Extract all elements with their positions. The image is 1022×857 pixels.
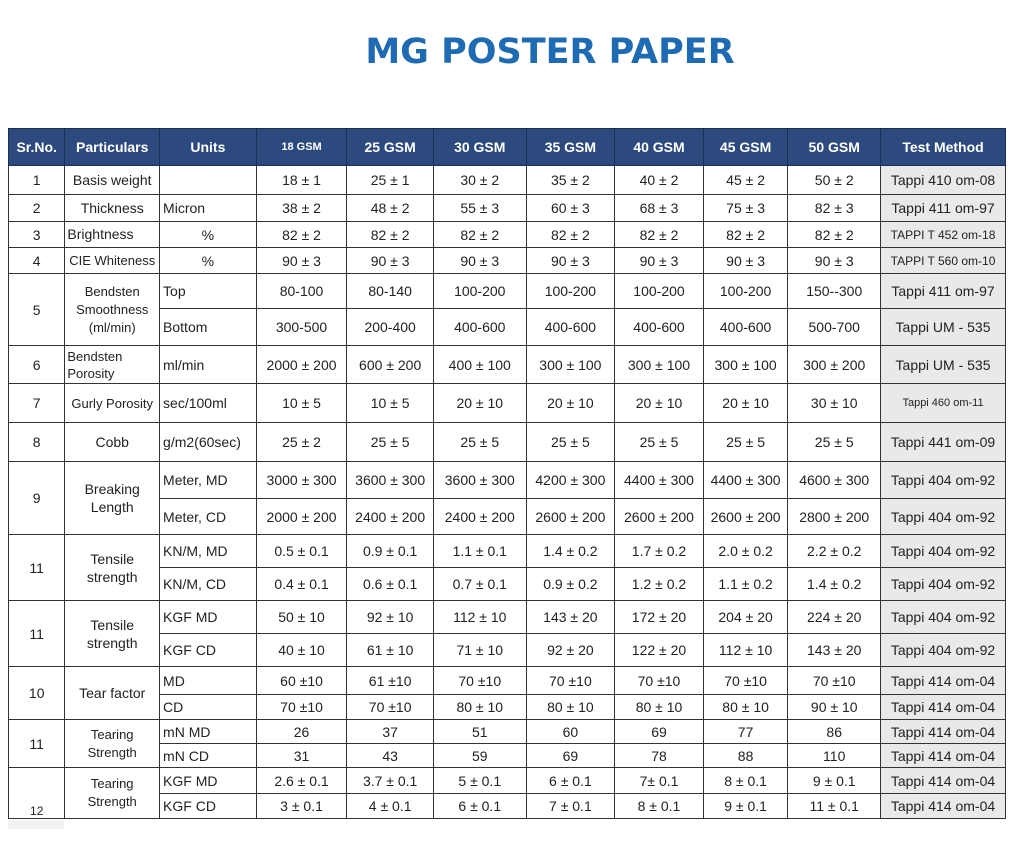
unit: Bottom xyxy=(160,309,257,346)
sr-no: 1 xyxy=(9,166,65,195)
unit: Meter, CD xyxy=(160,499,257,535)
particular: Thickness xyxy=(65,195,160,222)
value-25gsm: 4 ± 0.1 xyxy=(347,794,434,819)
table-row xyxy=(9,274,1006,309)
value-25gsm: 70 ±10 xyxy=(347,695,434,720)
header-30-gsm: 30 GSM xyxy=(433,129,526,166)
test-method: Tappi 404 om-92 xyxy=(881,568,1006,601)
particular: Tear factor xyxy=(65,667,160,720)
table-body xyxy=(9,166,1006,819)
value-35gsm: 60 ± 3 xyxy=(526,195,615,222)
value-45gsm: 8 ± 0.1 xyxy=(703,768,788,794)
sr-no: 3 xyxy=(9,222,65,248)
sr-no: 12 xyxy=(9,768,65,819)
value-50gsm: 90 ± 10 xyxy=(788,695,881,720)
value-45gsm: 70 ±10 xyxy=(703,667,788,695)
value-25gsm: 0.9 ± 0.1 xyxy=(347,535,434,568)
unit: CD xyxy=(160,695,257,720)
test-method: Tappi 414 om-04 xyxy=(881,695,1006,720)
value-25gsm: 0.6 ± 0.1 xyxy=(347,568,434,601)
value-40gsm: 122 ± 20 xyxy=(615,634,704,667)
value-25gsm: 25 ± 5 xyxy=(347,423,434,462)
value-25gsm: 48 ± 2 xyxy=(347,195,434,222)
value-50gsm: 224 ± 20 xyxy=(788,601,881,634)
value-25gsm: 3.7 ± 0.1 xyxy=(347,768,434,794)
value-30gsm: 80 ± 10 xyxy=(433,695,526,720)
value-30gsm: 0.7 ± 0.1 xyxy=(433,568,526,601)
value-25gsm: 61 ± 10 xyxy=(347,634,434,667)
value-30gsm: 100-200 xyxy=(433,274,526,309)
value-50gsm: 82 ± 2 xyxy=(788,222,881,248)
value-35gsm: 1.4 ± 0.2 xyxy=(526,535,615,568)
unit: KN/M, CD xyxy=(160,568,257,601)
value-35gsm: 7 ± 0.1 xyxy=(526,794,615,819)
table-row xyxy=(9,248,1006,274)
header-50-gsm: 50 GSM xyxy=(788,129,881,166)
value-18gsm: 3000 ± 300 xyxy=(256,462,347,499)
value-25gsm: 3600 ± 300 xyxy=(347,462,434,499)
value-45gsm: 75 ± 3 xyxy=(703,195,788,222)
unit: sec/100ml xyxy=(160,384,257,423)
table-row xyxy=(9,768,1006,794)
value-45gsm: 90 ± 3 xyxy=(703,248,788,274)
unit: mN MD xyxy=(160,720,257,744)
value-50gsm: 143 ± 20 xyxy=(788,634,881,667)
value-18gsm: 70 ±10 xyxy=(256,695,347,720)
value-45gsm: 400-600 xyxy=(703,309,788,346)
unit: Meter, MD xyxy=(160,462,257,499)
test-method: TAPPI T 560 om-10 xyxy=(881,248,1006,274)
sr-no: 11 xyxy=(9,601,65,667)
unit: KGF CD xyxy=(160,794,257,819)
unit: Top xyxy=(160,274,257,309)
value-25gsm: 43 xyxy=(347,744,434,768)
test-method: Tappi 460 om-11 xyxy=(881,384,1006,423)
table-row xyxy=(9,535,1006,568)
header-particulars: Particulars xyxy=(65,129,160,166)
particular: Bendsten Smoothness (ml/min) xyxy=(65,274,160,346)
sr-no: 11 xyxy=(9,720,65,768)
value-30gsm: 400-600 xyxy=(433,309,526,346)
value-18gsm: 50 ± 10 xyxy=(256,601,347,634)
value-30gsm: 2400 ± 200 xyxy=(433,499,526,535)
value-45gsm: 100-200 xyxy=(703,274,788,309)
value-50gsm: 86 xyxy=(788,720,881,744)
value-35gsm: 92 ± 20 xyxy=(526,634,615,667)
unit: Micron xyxy=(160,195,257,222)
value-45gsm: 25 ± 5 xyxy=(703,423,788,462)
sr-no: 7 xyxy=(9,384,65,423)
table-row xyxy=(9,166,1006,195)
value-35gsm: 70 ±10 xyxy=(526,667,615,695)
header-35-gsm: 35 GSM xyxy=(526,129,615,166)
value-18gsm: 31 xyxy=(256,744,347,768)
value-45gsm: 1.1 ± 0.2 xyxy=(703,568,788,601)
value-50gsm: 2.2 ± 0.2 xyxy=(788,535,881,568)
value-35gsm: 69 xyxy=(526,744,615,768)
value-25gsm: 10 ± 5 xyxy=(347,384,434,423)
value-18gsm: 40 ± 10 xyxy=(256,634,347,667)
unit: mN CD xyxy=(160,744,257,768)
value-50gsm: 2800 ± 200 xyxy=(788,499,881,535)
value-40gsm: 1.7 ± 0.2 xyxy=(615,535,704,568)
header-25-gsm: 25 GSM xyxy=(347,129,434,166)
unit: g/m2(60sec) xyxy=(160,423,257,462)
test-method: Tappi 414 om-04 xyxy=(881,794,1006,819)
unit: KGF CD xyxy=(160,634,257,667)
value-40gsm: 100-200 xyxy=(615,274,704,309)
particular: Bendsten Porosity xyxy=(65,346,160,384)
test-method: Tappi 404 om-92 xyxy=(881,601,1006,634)
value-25gsm: 37 xyxy=(347,720,434,744)
value-18gsm: 60 ±10 xyxy=(256,667,347,695)
header-45-gsm: 45 GSM xyxy=(703,129,788,166)
value-30gsm: 71 ± 10 xyxy=(433,634,526,667)
test-method: Tappi 414 om-04 xyxy=(881,720,1006,744)
value-25gsm: 61 ±10 xyxy=(347,667,434,695)
value-40gsm: 8 ± 0.1 xyxy=(615,794,704,819)
unit: KGF MD xyxy=(160,768,257,794)
particular: Cobb xyxy=(65,423,160,462)
value-30gsm: 70 ±10 xyxy=(433,667,526,695)
value-18gsm: 10 ± 5 xyxy=(256,384,347,423)
value-30gsm: 112 ± 10 xyxy=(433,601,526,634)
unit: % xyxy=(160,248,257,274)
value-50gsm: 30 ± 10 xyxy=(788,384,881,423)
value-35gsm: 90 ± 3 xyxy=(526,248,615,274)
value-30gsm: 400 ± 100 xyxy=(433,346,526,384)
value-18gsm: 300-500 xyxy=(256,309,347,346)
table-row xyxy=(9,423,1006,462)
test-method: Tappi 411 om-97 xyxy=(881,274,1006,309)
value-50gsm: 110 xyxy=(788,744,881,768)
value-30gsm: 1.1 ± 0.1 xyxy=(433,535,526,568)
value-35gsm: 100-200 xyxy=(526,274,615,309)
value-50gsm: 150--300 xyxy=(788,274,881,309)
value-35gsm: 80 ± 10 xyxy=(526,695,615,720)
value-18gsm: 82 ± 2 xyxy=(256,222,347,248)
value-25gsm: 600 ± 200 xyxy=(347,346,434,384)
value-45gsm: 20 ± 10 xyxy=(703,384,788,423)
particular: CIE Whiteness xyxy=(65,248,160,274)
value-18gsm: 90 ± 3 xyxy=(256,248,347,274)
value-45gsm: 88 xyxy=(703,744,788,768)
table-row xyxy=(9,222,1006,248)
unit: KN/M, MD xyxy=(160,535,257,568)
value-30gsm: 6 ± 0.1 xyxy=(433,794,526,819)
test-method: Tappi 441 om-09 xyxy=(881,423,1006,462)
value-25gsm: 2400 ± 200 xyxy=(347,499,434,535)
unit: KGF MD xyxy=(160,601,257,634)
test-method: Tappi 414 om-04 xyxy=(881,744,1006,768)
unit: % xyxy=(160,222,257,248)
value-30gsm: 51 xyxy=(433,720,526,744)
value-25gsm: 92 ± 10 xyxy=(347,601,434,634)
value-40gsm: 68 ± 3 xyxy=(615,195,704,222)
value-40gsm: 25 ± 5 xyxy=(615,423,704,462)
value-50gsm: 300 ± 200 xyxy=(788,346,881,384)
value-30gsm: 20 ± 10 xyxy=(433,384,526,423)
value-30gsm: 90 ± 3 xyxy=(433,248,526,274)
value-40gsm: 300 ± 100 xyxy=(615,346,704,384)
test-method: Tappi UM - 535 xyxy=(881,346,1006,384)
header-units: Units xyxy=(160,129,257,166)
sr-no: 8 xyxy=(9,423,65,462)
test-method: Tappi UM - 535 xyxy=(881,309,1006,346)
value-30gsm: 82 ± 2 xyxy=(433,222,526,248)
value-50gsm: 1.4 ± 0.2 xyxy=(788,568,881,601)
value-18gsm: 80-100 xyxy=(256,274,347,309)
spec-table xyxy=(8,128,1006,819)
value-40gsm: 400-600 xyxy=(615,309,704,346)
value-25gsm: 80-140 xyxy=(347,274,434,309)
value-40gsm: 2600 ± 200 xyxy=(615,499,704,535)
particular: Brightness xyxy=(65,222,160,248)
value-25gsm: 82 ± 2 xyxy=(347,222,434,248)
value-45gsm: 80 ± 10 xyxy=(703,695,788,720)
value-30gsm: 55 ± 3 xyxy=(433,195,526,222)
test-method: Tappi 404 om-92 xyxy=(881,535,1006,568)
value-45gsm: 112 ± 10 xyxy=(703,634,788,667)
value-40gsm: 4400 ± 300 xyxy=(615,462,704,499)
sr-no: 4 xyxy=(9,248,65,274)
particular: Tearing Strength xyxy=(65,768,160,819)
particular: Tensile strength xyxy=(65,535,160,601)
value-35gsm: 25 ± 5 xyxy=(526,423,615,462)
value-50gsm: 4600 ± 300 xyxy=(788,462,881,499)
table-row xyxy=(9,346,1006,384)
header-sr-no: Sr.No. xyxy=(9,129,65,166)
value-35gsm: 400-600 xyxy=(526,309,615,346)
test-method: Tappi 410 om-08 xyxy=(881,166,1006,195)
test-method: TAPPI T 452 om-18 xyxy=(881,222,1006,248)
value-40gsm: 7± 0.1 xyxy=(615,768,704,794)
value-35gsm: 82 ± 2 xyxy=(526,222,615,248)
sr-no: 11 xyxy=(9,535,65,601)
value-25gsm: 25 ± 1 xyxy=(347,166,434,195)
value-50gsm: 90 ± 3 xyxy=(788,248,881,274)
header-test-method: Test Method xyxy=(881,129,1006,166)
test-method: Tappi 404 om-92 xyxy=(881,499,1006,535)
value-30gsm: 30 ± 2 xyxy=(433,166,526,195)
value-35gsm: 143 ± 20 xyxy=(526,601,615,634)
value-40gsm: 90 ± 3 xyxy=(615,248,704,274)
particular: Basis weight xyxy=(65,166,160,195)
value-40gsm: 20 ± 10 xyxy=(615,384,704,423)
value-35gsm: 20 ± 10 xyxy=(526,384,615,423)
value-30gsm: 25 ± 5 xyxy=(433,423,526,462)
value-35gsm: 60 xyxy=(526,720,615,744)
value-40gsm: 80 ± 10 xyxy=(615,695,704,720)
particular: Gurly Porosity xyxy=(65,384,160,423)
value-45gsm: 300 ± 100 xyxy=(703,346,788,384)
value-30gsm: 59 xyxy=(433,744,526,768)
value-40gsm: 70 ±10 xyxy=(615,667,704,695)
value-18gsm: 26 xyxy=(256,720,347,744)
value-18gsm: 3 ± 0.1 xyxy=(256,794,347,819)
value-35gsm: 0.9 ± 0.2 xyxy=(526,568,615,601)
value-45gsm: 4400 ± 300 xyxy=(703,462,788,499)
value-25gsm: 200-400 xyxy=(347,309,434,346)
particular: Tearing Strength xyxy=(65,720,160,768)
value-30gsm: 5 ± 0.1 xyxy=(433,768,526,794)
value-35gsm: 35 ± 2 xyxy=(526,166,615,195)
value-40gsm: 78 xyxy=(615,744,704,768)
unit: ml/min xyxy=(160,346,257,384)
value-50gsm: 500-700 xyxy=(788,309,881,346)
header-row xyxy=(9,129,1006,166)
particular: Tensile strength xyxy=(65,601,160,667)
value-40gsm: 40 ± 2 xyxy=(615,166,704,195)
header-40-gsm: 40 GSM xyxy=(615,129,704,166)
value-45gsm: 82 ± 2 xyxy=(703,222,788,248)
header-18-gsm: 18 GSM xyxy=(256,129,347,166)
value-25gsm: 90 ± 3 xyxy=(347,248,434,274)
value-45gsm: 77 xyxy=(703,720,788,744)
value-18gsm: 0.4 ± 0.1 xyxy=(256,568,347,601)
table-row xyxy=(9,720,1006,744)
value-45gsm: 45 ± 2 xyxy=(703,166,788,195)
value-40gsm: 69 xyxy=(615,720,704,744)
unit xyxy=(160,166,257,195)
table-row xyxy=(9,462,1006,499)
value-50gsm: 25 ± 5 xyxy=(788,423,881,462)
sr-no: 6 xyxy=(9,346,65,384)
unit: MD xyxy=(160,667,257,695)
value-50gsm: 11 ± 0.1 xyxy=(788,794,881,819)
value-18gsm: 25 ± 2 xyxy=(256,423,347,462)
value-50gsm: 9 ± 0.1 xyxy=(788,768,881,794)
table-header xyxy=(9,129,1006,166)
value-50gsm: 50 ± 2 xyxy=(788,166,881,195)
sr-no: 2 xyxy=(9,195,65,222)
value-35gsm: 2600 ± 200 xyxy=(526,499,615,535)
value-30gsm: 3600 ± 300 xyxy=(433,462,526,499)
value-18gsm: 18 ± 1 xyxy=(256,166,347,195)
value-50gsm: 82 ± 3 xyxy=(788,195,881,222)
sr-no: 10 xyxy=(9,667,65,720)
test-method: Tappi 404 om-92 xyxy=(881,462,1006,499)
value-45gsm: 2600 ± 200 xyxy=(703,499,788,535)
sr-no: 5 xyxy=(9,274,65,346)
value-35gsm: 6 ± 0.1 xyxy=(526,768,615,794)
test-method: Tappi 414 om-04 xyxy=(881,768,1006,794)
value-18gsm: 2000 ± 200 xyxy=(256,346,347,384)
value-40gsm: 172 ± 20 xyxy=(615,601,704,634)
sr-no: 9 xyxy=(9,462,65,535)
page-title: MG POSTER PAPER xyxy=(365,32,735,72)
value-45gsm: 204 ± 20 xyxy=(703,601,788,634)
value-40gsm: 82 ± 2 xyxy=(615,222,704,248)
test-method: Tappi 404 om-92 xyxy=(881,634,1006,667)
table-row xyxy=(9,667,1006,695)
test-method: Tappi 414 om-04 xyxy=(881,667,1006,695)
value-45gsm: 2.0 ± 0.2 xyxy=(703,535,788,568)
value-18gsm: 38 ± 2 xyxy=(256,195,347,222)
table-row xyxy=(9,384,1006,423)
value-18gsm: 0.5 ± 0.1 xyxy=(256,535,347,568)
table-row xyxy=(9,195,1006,222)
table-row xyxy=(9,601,1006,634)
value-35gsm: 300 ± 100 xyxy=(526,346,615,384)
value-18gsm: 2.6 ± 0.1 xyxy=(256,768,347,794)
value-45gsm: 9 ± 0.1 xyxy=(703,794,788,819)
value-18gsm: 2000 ± 200 xyxy=(256,499,347,535)
test-method: Tappi 411 om-97 xyxy=(881,195,1006,222)
footer-strip xyxy=(8,820,64,829)
particular: Breaking Length xyxy=(65,462,160,535)
value-40gsm: 1.2 ± 0.2 xyxy=(615,568,704,601)
value-50gsm: 70 ±10 xyxy=(788,667,881,695)
value-35gsm: 4200 ± 300 xyxy=(526,462,615,499)
